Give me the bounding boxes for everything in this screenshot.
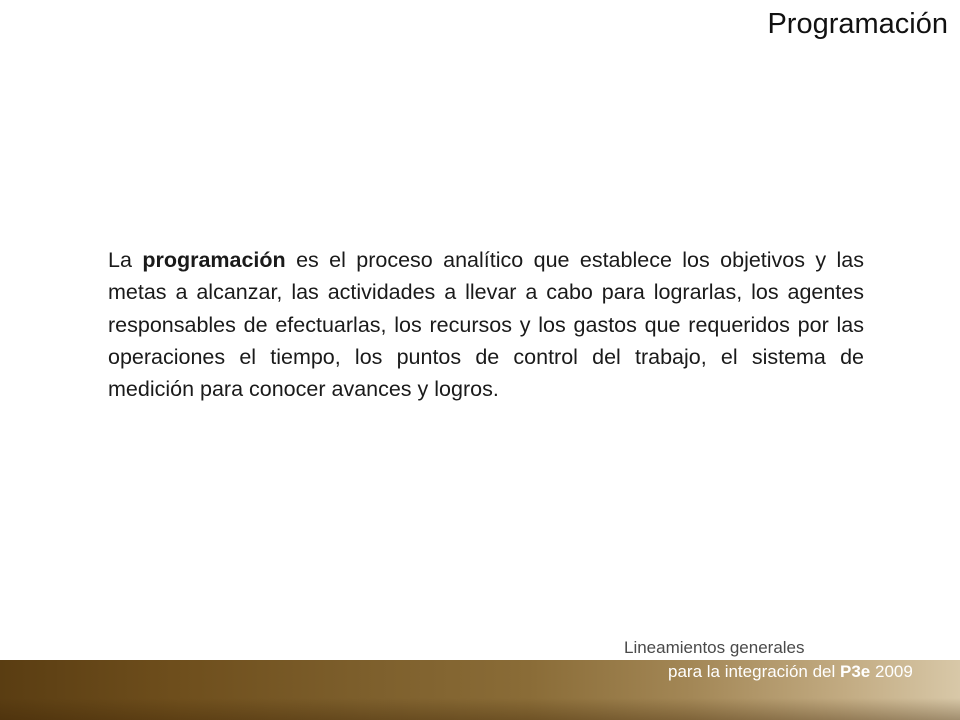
footer-line2-prefix: para la integración del: [668, 662, 841, 681]
footer-year: 2009: [870, 662, 913, 681]
footer-p3e-label: P3e: [840, 662, 871, 681]
paragraph-text: es el proceso analítico que establece los objetivos y las metas a alcanzar, las actividades a llevar a cabo para lograrlas, los agentes responsables de efectuarlas, los recursos y los gastos que requeridos por las operaciones el tiempo, los puntos de control del trabajo, el sistema de medición para conocer avances y logros.: [108, 248, 865, 402]
slide-title: Programación: [767, 8, 948, 40]
footer-title-line2: [668, 662, 913, 682]
paragraph-intro: La: [108, 248, 143, 272]
definition-paragraph: [108, 244, 864, 405]
footer-title-line1: Lineamientos generales: [624, 638, 805, 657]
keyword-programacion: programación: [142, 248, 286, 272]
